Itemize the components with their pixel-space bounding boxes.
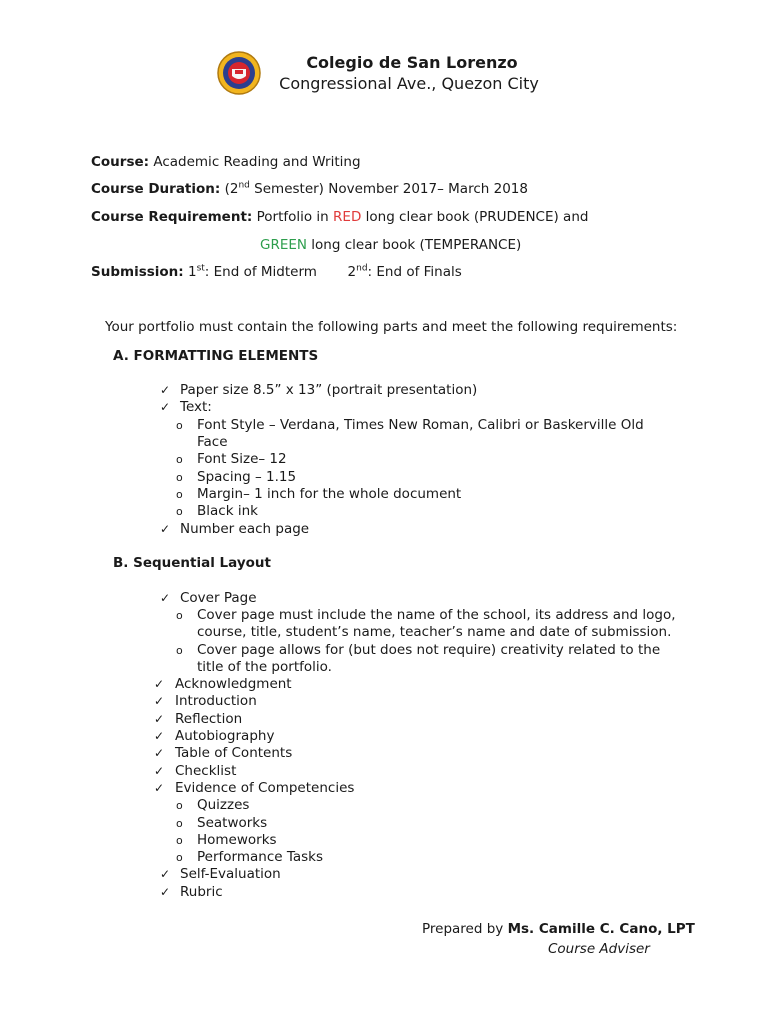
submission-label: Submission: <box>91 264 184 280</box>
requirement-post2: long clear book (TEMPERANCE) <box>307 237 522 253</box>
list-item: Quizzes <box>197 797 250 813</box>
submission-1-pre: 1 <box>187 264 197 280</box>
duration-sup: nd <box>238 180 250 191</box>
list-item: Table of Contents <box>175 745 293 761</box>
requirement-red: RED <box>333 209 362 225</box>
submission-1-post: : End of Midterm <box>204 264 317 280</box>
submission-2-post: : End of Finals <box>367 264 462 280</box>
checkmark-icon: ✓ <box>154 746 165 760</box>
circle-bullet-icon: o <box>176 453 183 466</box>
requirement-green: GREEN <box>260 237 307 253</box>
section-b-title: B. Sequential Layout <box>113 555 271 571</box>
school-name: Colegio de San Lorenzo <box>306 53 518 72</box>
list-item: Black ink <box>197 503 258 519</box>
intro-text: Your portfolio must contain the following parts and meet the following requirements: <box>105 319 678 335</box>
list-item: Introduction <box>175 693 257 709</box>
submission-2-sup: nd <box>356 263 368 274</box>
school-address: Congressional Ave., Quezon City <box>279 74 539 93</box>
circle-bullet-icon: o <box>176 851 183 864</box>
list-item: Cover Page <box>180 590 257 606</box>
list-item: Number each page <box>180 521 310 537</box>
checkmark-icon: ✓ <box>160 383 171 397</box>
checkmark-icon: ✓ <box>154 694 165 708</box>
submission-line <box>91 264 462 280</box>
checkmark-icon: ✓ <box>160 522 171 536</box>
checkmark-icon: ✓ <box>160 400 171 414</box>
checkmark-icon: ✓ <box>154 712 165 726</box>
duration-line <box>91 181 528 197</box>
checkmark-icon: ✓ <box>160 867 171 881</box>
list-item: Evidence of Competencies <box>175 780 355 796</box>
circle-bullet-icon: o <box>176 609 183 622</box>
list-item: Homeworks <box>197 832 277 848</box>
list-item: Rubric <box>180 884 223 900</box>
checkmark-icon: ✓ <box>154 764 165 778</box>
requirement-pre: Portfolio in <box>256 209 334 225</box>
list-item: course, title, student’s name, teacher’s name and date of submission. <box>197 624 672 640</box>
requirement-line-2 <box>260 237 521 253</box>
circle-bullet-icon: o <box>176 419 183 432</box>
circle-bullet-icon: o <box>176 488 183 501</box>
duration-pre: (2 <box>224 181 239 197</box>
checkmark-icon: ✓ <box>154 781 165 795</box>
list-item: Self-Evaluation <box>180 866 281 882</box>
course-line <box>91 154 361 170</box>
list-item: Margin– 1 inch for the whole document <box>197 486 462 502</box>
list-item: Autobiography <box>175 728 275 744</box>
list-item: Spacing – 1.15 <box>197 469 297 485</box>
circle-bullet-icon: o <box>176 471 183 484</box>
checkmark-icon: ✓ <box>160 885 171 899</box>
list-item: Performance Tasks <box>197 849 324 865</box>
circle-bullet-icon: o <box>176 817 183 830</box>
prepared-by-label: Prepared by <box>422 921 508 937</box>
submission-2-pre: 2 <box>347 264 357 280</box>
list-item: Cover page must include the name of the school, its address and logo, <box>197 607 676 623</box>
signatory-role: Course Adviser <box>548 941 650 957</box>
circle-bullet-icon: o <box>176 644 183 657</box>
list-item: title of the portfolio. <box>197 659 332 675</box>
signature-line <box>422 921 695 937</box>
section-a-title: A. FORMATTING ELEMENTS <box>113 348 319 364</box>
checkmark-icon: ✓ <box>154 677 165 691</box>
course-value: Academic Reading and Writing <box>153 154 361 170</box>
circle-bullet-icon: o <box>176 834 183 847</box>
circle-bullet-icon: o <box>176 505 183 518</box>
signatory-name: Ms. Camille C. Cano, LPT <box>507 921 695 937</box>
course-label: Course: <box>91 154 150 170</box>
list-item: Font Size– 12 <box>197 451 287 467</box>
duration-post: Semester) November 2017– March 2018 <box>249 181 528 197</box>
list-item: Reflection <box>175 711 243 727</box>
submission-1-sup: st <box>196 263 205 274</box>
requirement-label: Course Requirement: <box>91 209 253 225</box>
duration-label: Course Duration: <box>91 181 221 197</box>
requirement-post: long clear book (PRUDENCE) and <box>361 209 589 225</box>
circle-bullet-icon: o <box>176 799 183 812</box>
list-item: Checklist <box>175 763 237 779</box>
list-item: Seatworks <box>197 815 268 831</box>
list-item: Text: <box>180 399 212 415</box>
list-item: Font Style – Verdana, Times New Roman, Calibri or Baskerville Old <box>197 417 644 433</box>
list-item: Acknowledgment <box>175 676 292 692</box>
requirement-line <box>91 209 588 225</box>
checkmark-icon: ✓ <box>154 729 165 743</box>
list-item: Cover page allows for (but does not require) creativity related to the <box>197 642 661 658</box>
list-item: Paper size 8.5” x 13” (portrait presentation) <box>180 382 478 398</box>
list-item: Face <box>197 434 228 450</box>
checkmark-icon: ✓ <box>160 591 171 605</box>
